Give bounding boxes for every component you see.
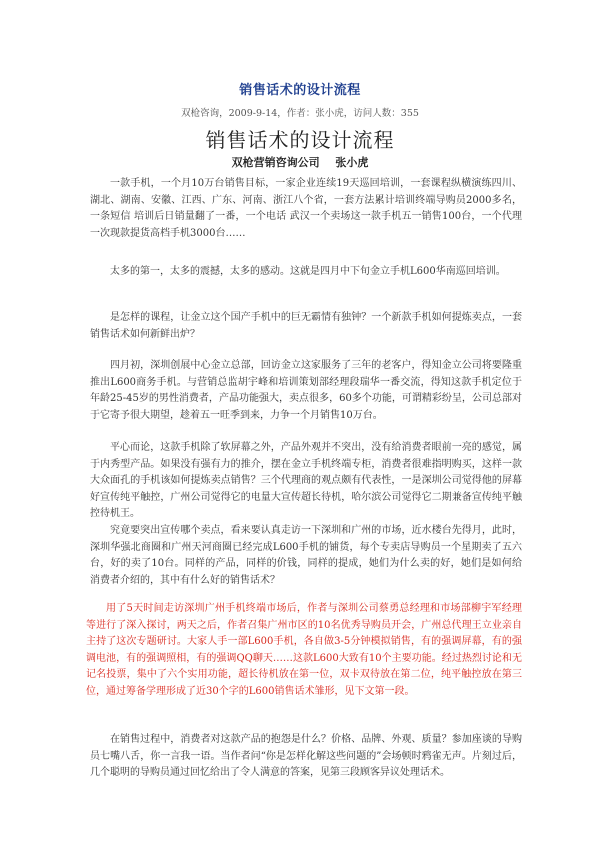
document-title: 销售话术的设计流程 (205, 128, 395, 152)
company-name: 双枪营销咨询公司 (231, 156, 320, 169)
paragraph-objections: 在销售过程中，消费者对这款产品的抱怨是什么？价格、品牌、外观、质量？参加座谈的导购员七嘴八舌，你一言我一语。当作者问“你是怎样化解这些问题的”会场顿时鸦雀无声。片刻过后，几个聪明的导购员通过回忆给出了令人满意的答案，见第三段顾客异议处理话术。 (90, 734, 522, 778)
paragraph-analysis: 平心而论，这款手机除了软屏幕之外，产品外观并不突出，没有给消费者眼前一亮的感觉，属于内秀型产品。如果没有强有力的推介，摆在金立手机终端专柜，消费者很难指明购买，这样一款大众面孔的手机该如何提炼卖点销售？三个代理商的观点颇有代表性，一是深圳公司觉得他的屏幕好宣传纯平触控，广州公司觉得它的电量大宣传超长待机，哈尔滨公司觉得它二期兼备宣传纯平触控待机王。 (90, 442, 522, 519)
article-meta: 双枪咨询，2009-9-14，作者：张小虎，访问人数：355 (181, 108, 419, 119)
paragraph-research-highlight: 用了5天时间走访深圳广州手机终端市场后，作者与深圳公司蔡勇总经理和市场部柳宇军经理等进行了深入探讨，两天之后，作者召集广州市区的10名优秀导购员开会，广州总代理王立业亲自主持了这次专题研讨。大家人手一部L600手机，各自做3-5分钟模拟销售，有的强调屏幕，有的强调电池，有的强调照相，有的强调QQ聊天……这款L600大致有10个主要功能。经过热烈讨论和无记名投票，集中了六个实用功能，超长待机放在第一位，双卡双待放在第二位，纯平触控放在第三位，通过筹备学理形成了近30个字的L600销售话术雏形，见下文第一段。 (86, 603, 522, 697)
paragraph-background: 四月初，深圳创展中心金立总部，回访金立这家服务了三年的老客户，得知金立公司将要隆重推出L600商务手机。与营销总监胡宇峰和培训策划部经理段瑞华一番交流，得知这款手机定位于年龄25-45岁的男性消费者，产品功能强大，卖点很多，60多个功能，可谓精彩纷呈，公司总部对于它寄予很大期望，趁着五一旺季到来，力争一个月销售10万台。 (90, 360, 522, 421)
paragraph-summary: 太多的第一，太多的震撼，太多的感动。这就是四月中下旬金立手机L600华南巡回培训。 (110, 266, 506, 277)
web-title: 销售话术的设计流程 (239, 83, 361, 98)
byline (0, 154, 600, 170)
paragraph-market-visit: 究竟要突出宣传哪个卖点，看来要认真走访一下深圳和广州的市场，近水楼台先得月，此时，深圳华强北商圈和广州天河商圈已经完成L600手机的铺货，每个专卖店导购员一个星期卖了五六台，好的卖了10台。同样的产品，同样的价钱，同样的提成，她们为什么卖的好，她们是如何给消费者介绍的，其中有什么好的销售话术？ (90, 525, 522, 586)
author-name: 张小虎 (335, 156, 369, 169)
paragraph-intro: 一款手机，一个月10万台销售目标，一家企业连续19天巡回培训，一套课程纵横演练四川、湖北、湖南、安徽、江西、广东、河南、浙江八个省，一套方法累计培训终端导购员2000多名，一条短信 培训后日销量翻了一番，一个电话 武汉一个卖场这一款手机五一销售100台，一个代理一次现款提货高档手机3000台…… (90, 178, 522, 239)
paragraph-question: 是怎样的课程，让金立这个国产手机中的巨无霸情有独钟？一个新款手机如何提炼卖点，一套销售话术如何新鲜出炉？ (90, 312, 522, 340)
